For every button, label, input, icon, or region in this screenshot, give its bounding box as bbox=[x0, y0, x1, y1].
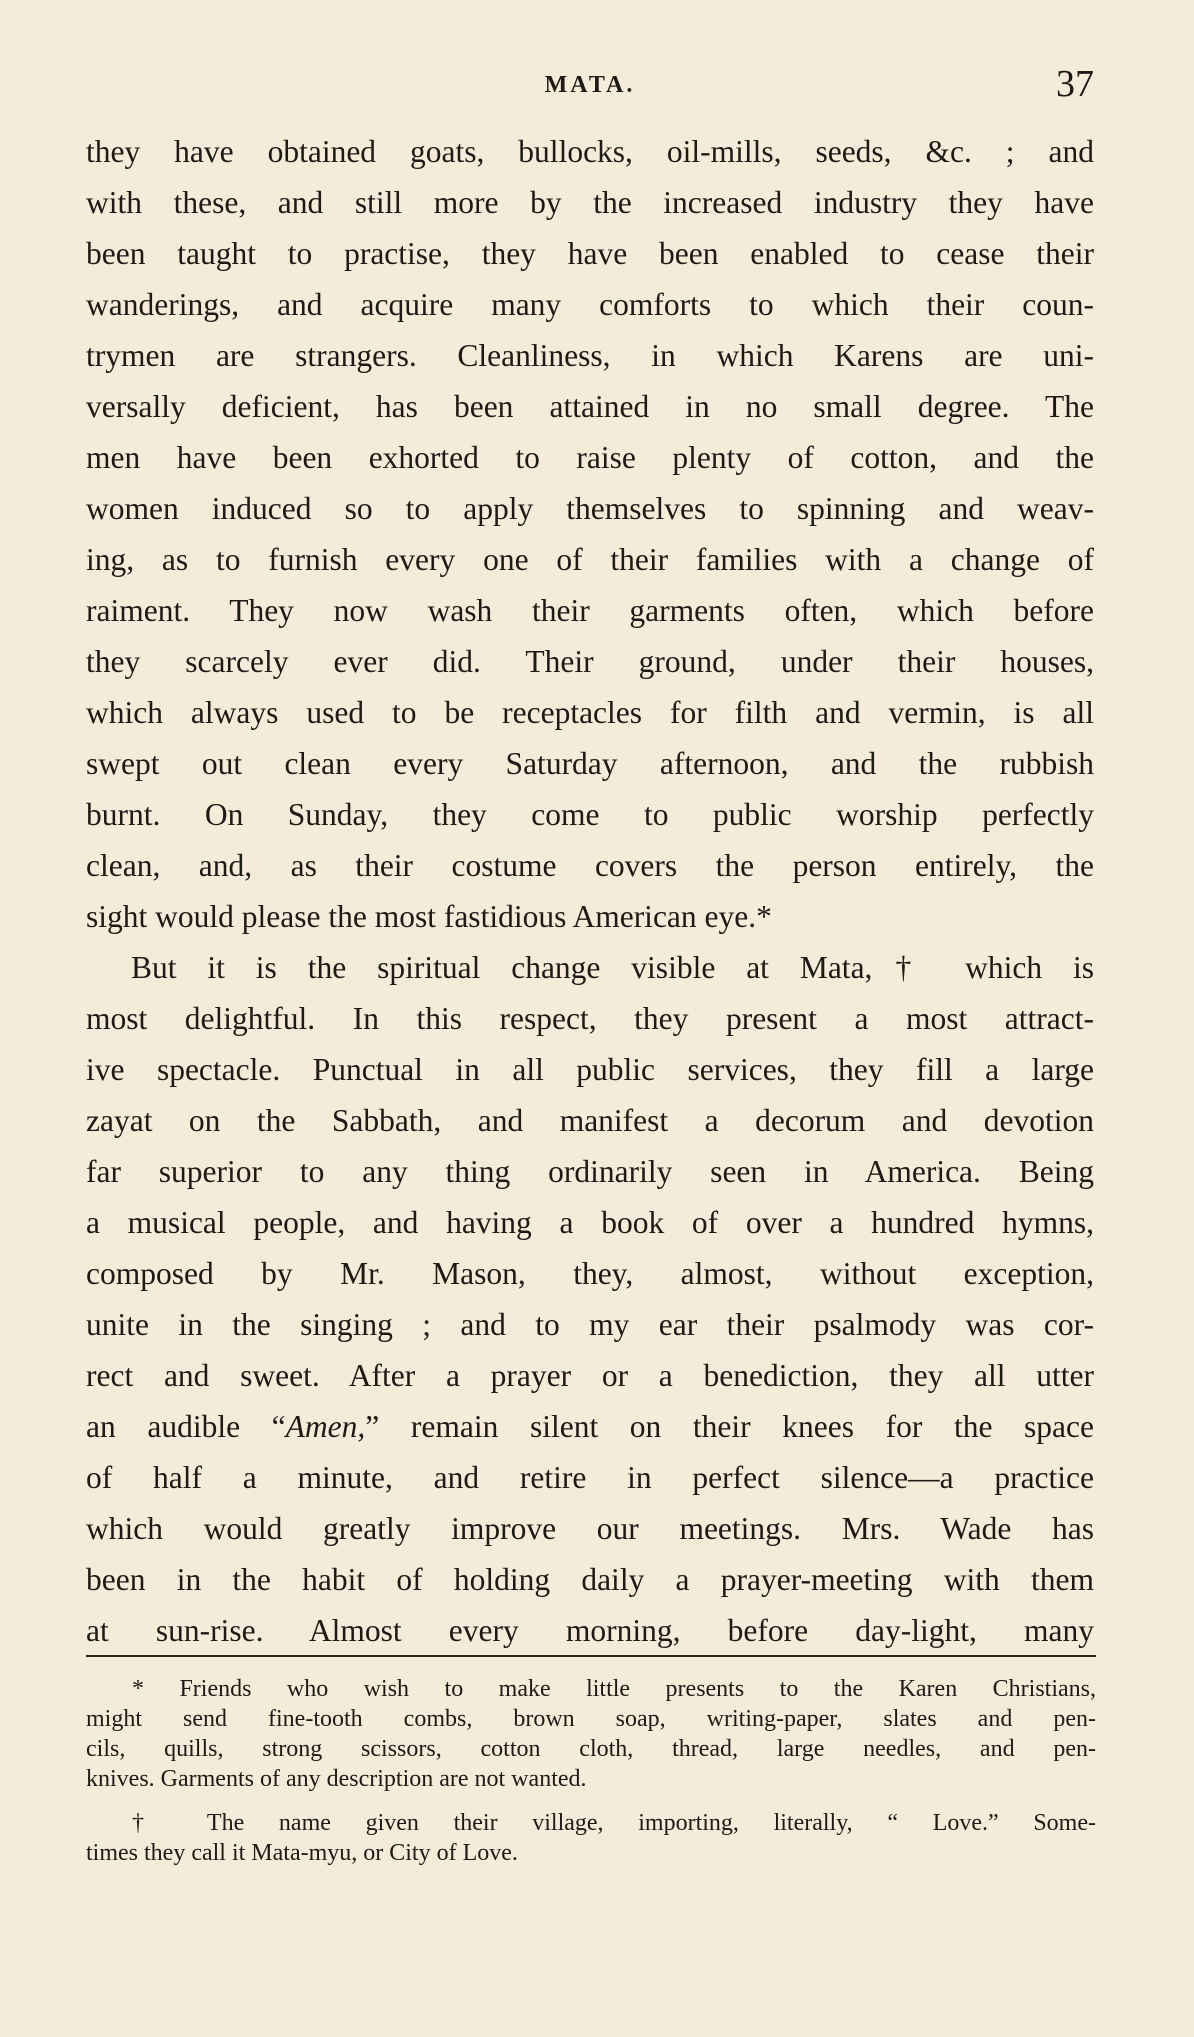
running-head: MATA. bbox=[544, 72, 636, 98]
footnote-line: times they call it Mata-myu, or City of Love. bbox=[86, 1840, 518, 1866]
text-line: with these, and still more by the increased industry they have bbox=[86, 185, 1094, 220]
text-line: an audible “Amen,” remain silent on their knees for the space bbox=[86, 1409, 1094, 1444]
text-line: which always used to be receptacles for filth and vermin, is all bbox=[86, 695, 1094, 730]
text-line: versally deficient, has been attained in no small degree. The bbox=[86, 389, 1094, 424]
text-line: of half a minute, and retire in perfect silence—a practice bbox=[86, 1460, 1094, 1495]
footnote-spacer bbox=[86, 1794, 1096, 1808]
footnote-line: knives. Garments of any description are not wanted. bbox=[86, 1766, 587, 1792]
text-line: they scarcely ever did. Their ground, under their houses, bbox=[86, 644, 1094, 679]
text-line: a musical people, and having a book of over a hundred hymns, bbox=[86, 1205, 1094, 1240]
text-line: been in the habit of holding daily a prayer-meeting with them bbox=[86, 1562, 1094, 1597]
footnote-line: might send fine-tooth combs, brown soap, writing-paper, slates and pen- bbox=[86, 1706, 1096, 1732]
footnote-line: * Friends who wish to make little presents to the Karen Christians, bbox=[132, 1676, 1096, 1702]
text-line: been taught to practise, they have been enabled to cease their bbox=[86, 236, 1094, 271]
main-text bbox=[86, 126, 1094, 1656]
text-line: burnt. On Sunday, they come to public worship perfectly bbox=[86, 797, 1094, 832]
footnotes bbox=[86, 1674, 1096, 1868]
text-line: ive spectacle. Punctual in all public services, they fill a large bbox=[86, 1052, 1094, 1087]
text-line: composed by Mr. Mason, they, almost, without exception, bbox=[86, 1256, 1094, 1291]
text-line: clean, and, as their costume covers the person entirely, the bbox=[86, 848, 1094, 883]
text-line: trymen are strangers. Cleanliness, in which Karens are uni- bbox=[86, 338, 1094, 373]
text-line: raiment. They now wash their garments often, which before bbox=[86, 593, 1094, 628]
paragraph-start-line: But it is the spiritual change visible at Mata,† which is bbox=[131, 950, 1094, 985]
italic-word: Amen, bbox=[285, 1409, 366, 1444]
text-line: they have obtained goats, bullocks, oil-mills, seeds, &c. ; and bbox=[86, 134, 1094, 169]
text-line: unite in the singing ; and to my ear their psalmody was cor- bbox=[86, 1307, 1094, 1342]
page-header bbox=[86, 62, 1094, 108]
footnote-line: † The name given their village, importing, literally, “ Love.” Some- bbox=[132, 1810, 1096, 1836]
text-line: which would greatly improve our meetings. Mrs. Wade has bbox=[86, 1511, 1094, 1546]
footnote-line: cils, quills, strong scissors, cotton cloth, thread, large needles, and pen- bbox=[86, 1736, 1096, 1762]
text-line: swept out clean every Saturday afternoon, and the rubbish bbox=[86, 746, 1094, 781]
text-line: zayat on the Sabbath, and manifest a decorum and devotion bbox=[86, 1103, 1094, 1138]
text-line: at sun-rise. Almost every morning, before day-light, many bbox=[86, 1613, 1094, 1648]
text-line: men have been exhorted to raise plenty of cotton, and the bbox=[86, 440, 1094, 475]
text-line: far superior to any thing ordinarily seen in America. Being bbox=[86, 1154, 1094, 1189]
text-line: women induced so to apply themselves to spinning and weav- bbox=[86, 491, 1094, 526]
text-line: rect and sweet. After a prayer or a benediction, they all utter bbox=[86, 1358, 1094, 1393]
text-line: ing, as to furnish every one of their families with a change of bbox=[86, 542, 1094, 577]
footnote-rule bbox=[86, 1655, 1096, 1657]
page-number: 37 bbox=[1056, 63, 1094, 105]
text-line: wanderings, and acquire many comforts to which their coun- bbox=[86, 287, 1094, 322]
paragraph-end-line: sight would please the most fastidious American eye.* bbox=[86, 899, 772, 934]
text-line: most delightful. In this respect, they present a most attract- bbox=[86, 1001, 1094, 1036]
